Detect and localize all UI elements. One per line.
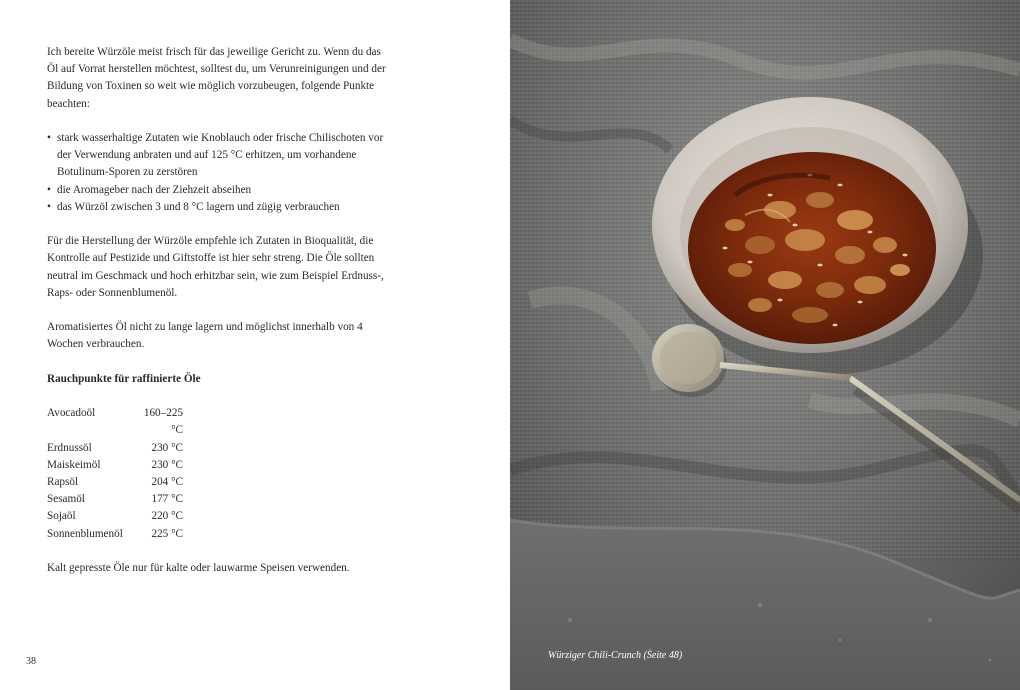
- oil-name: Sojaöl: [47, 510, 76, 523]
- table-row: [47, 457, 183, 474]
- smoke-points-heading: Rauchpunkte für raffinierte Öle: [47, 372, 201, 385]
- table-row: [47, 405, 183, 439]
- table-row: [47, 491, 183, 508]
- intro-paragraph: Ich bereite Würzöle meist frisch für das jeweilige Gericht zu. Wenn du das Öl auf Vorrat herstellen möchtest, solltest du, um Verunreinigungen und der Bildung von Toxinen so weit wie möglich vorzubeugen, folgende Punkte beachten:: [47, 46, 386, 110]
- chili-oil-photo: [510, 0, 1020, 690]
- ingredients-paragraph: Für die Herstellung der Würzöle empfehle ich Zutaten in Bioqualität, die Kontrolle auf Pestizide und Giftstoffe ist hier sehr streng. Die Öle sollten neutral im Geschmack und hoch erhitzbar sein, wie zum Beispiel Erdnuss-, Raps- oder Sonnenblumenöl.: [47, 235, 384, 299]
- safety-list: [47, 130, 392, 216]
- list-item: • die Aromageber nach der Ziehzeit abseihen: [47, 182, 392, 199]
- oil-name: Sonnenblumenöl: [47, 527, 123, 540]
- list-item: • stark wasserhaltige Zutaten wie Knoblauch oder frische Chilischoten vor der Verwendung anbraten und auf 125 °C erhitzen, um vorhandene Botulinum-Sporen zu zerstören: [47, 130, 392, 182]
- table-row: [47, 508, 183, 525]
- oil-temp: 177 °C: [151, 493, 183, 506]
- oil-name: Rapsöl: [47, 476, 79, 488]
- oil-temp: 220 °C: [151, 510, 183, 523]
- oil-temp: 160–225 °C: [143, 407, 183, 437]
- oil-name: Sesamöl: [47, 493, 85, 506]
- oil-temp: 230 °C: [151, 458, 183, 471]
- storage-paragraph: Aromatisiertes Öl nicht zu lange lagern und möglichst innerhalb von 4 Wochen verbrauchen.: [47, 321, 363, 351]
- oil-temp: 204 °C: [151, 476, 183, 488]
- smoke-points-table: [47, 405, 183, 543]
- cold-pressed-note: Kalt gepresste Öle nur für kalte oder lauwarme Speisen verwenden.: [47, 562, 350, 574]
- oil-name: Maiskeimöl: [47, 458, 101, 471]
- page-number: 38: [26, 656, 36, 667]
- right-page: [510, 0, 1020, 690]
- text-block: [47, 44, 392, 594]
- oil-temp: 230 °C: [151, 441, 183, 454]
- oil-temp: 225 °C: [151, 527, 183, 540]
- table-row: [47, 474, 183, 491]
- table-row: [47, 526, 183, 543]
- table-row: [47, 440, 183, 457]
- oil-name: Avocadoöl: [47, 407, 96, 420]
- oil-name: Erdnussöl: [47, 441, 92, 454]
- photo-caption: Würziger Chili-Crunch (Seite 48): [548, 650, 683, 661]
- list-item: • das Würzöl zwischen 3 und 8 °C lagern und zügig verbrauchen: [47, 199, 392, 216]
